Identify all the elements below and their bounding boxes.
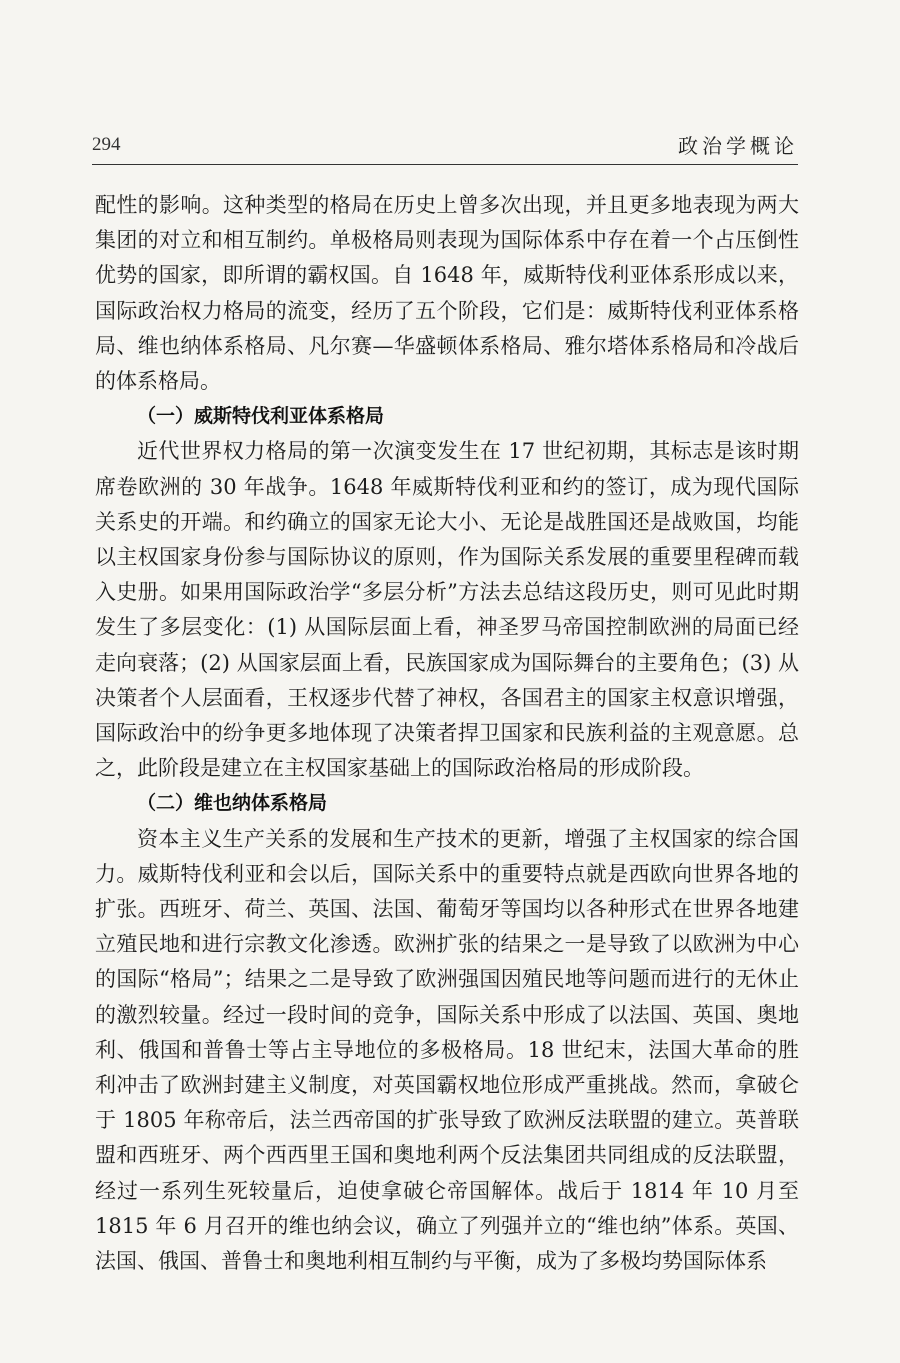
page-number: 294: [92, 134, 121, 155]
header-rule: [92, 164, 798, 165]
section-heading-westphalia: （一）威斯特伐利亚体系格局: [137, 405, 385, 428]
running-header: [92, 128, 798, 162]
section-heading-vienna: （二）维也纳体系格局: [137, 792, 328, 815]
paragraph-vienna: 资本主义生产关系的发展和生产技术的更新，增强了主权国家的综合国力。威斯特伐利亚和会以后，国际关系中的重要特点就是西欧向世界各地的扩张。西班牙、荷兰、英国、法国、葡萄牙等国均以各种形式在世界各地建立殖民地和进行宗教文化渗透。欧洲扩张的结果之一是导致了以欧洲为中心的国际“格局”；结果之二是导致了欧洲强国因殖民地等问题而进行的无休止的激烈较量。经过一段时间的竞争，国际关系中形成了以法国、英国、奥地利、俄国和普鲁士等占主导地位的多极格局。18 世纪末，法国大革命的胜利冲击了欧洲封建主义制度，对英国霸权地位形成严重挑战。然而，拿破仑于 1805 年称帝后，法兰西帝国的扩张导致了欧洲反法联盟的建立。英普联盟和西班牙、两个西西里王国和奥地利两个反法集团共同组成的反法联盟，经过一系列生死较量后，迫使拿破仑帝国解体。战后于 1814 年 10 月至 1815 年 6 月召开的维也纳会议，确立了列强并立的“维也纳”体系。英国、法国、俄国、普鲁士和奥地利相互制约与平衡，成为了多极均势国际体系: [95, 826, 799, 1274]
paragraph-westphalia: 近代世界权力格局的第一次演变发生在 17 世纪初期，其标志是该时期席卷欧洲的 30 年战争。1648 年威斯特伐利亚和约的签订，成为现代国际关系史的开端。和约确立的国家无论大小、无论是战胜国还是战败国，均能以主权国家身份参与国际协议的原则，作为国际关系发展的重要里程碑而载入史册。如果用国际政治学“多层分析”方法去总结这段历史，则可见此时期发生了多层变化：(1) 从国际层面上看，神圣罗马帝国控制欧洲的局面已经走向衰落；(2) 从国家层面上看，民族国家成为国际舞台的主要角色；(3) 从决策者个人层面看，王权逐步代替了神权，各国君主的国家主权意识增强，国际政治中的纷争更多地体现了决策者捍卫国家和民族利益的主观意愿。总之，此阶段是建立在主权国家基础上的国际政治格局的形成阶段。: [95, 439, 799, 781]
body-text: [95, 188, 799, 1279]
paragraph-continued: 配性的影响。这种类型的格局在历史上曾多次出现，并且更多地表现为两大集团的对立和相互制约。单极格局则表现为国际体系中存在着一个占压倒性优势的国家，即所谓的霸权国。自 1648 年，威斯特伐利亚体系形成以来，国际政治权力格局的流变，经历了五个阶段，它们是：威斯特伐利亚体系格局、维也纳体系格局、凡尔赛—华盛顿体系格局、雅尔塔体系格局和冷战后的体系格局。: [95, 193, 799, 394]
book-title: 政治学概论: [678, 134, 798, 158]
